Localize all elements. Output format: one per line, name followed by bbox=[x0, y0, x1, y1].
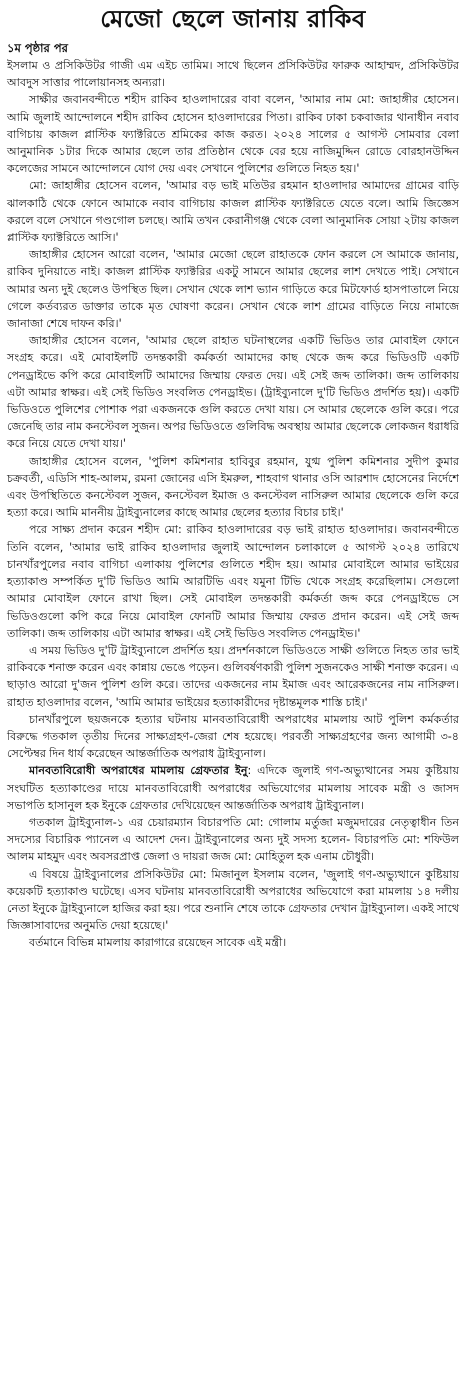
paragraph-text: জাহাঙ্গীর হোসেন আরো বলেন, 'আমার মেজো ছেলে রাহাতকে ফোন করলে সে আমাকে জানায়, রাকিব দুনিয়াতে নাই। কাজল প্লাস্টিক ফ্যাক্টরির একটু সামনে আমার ছেলের লাশ দেখতে পাই। সেখানে আমার অন্য দুই ছেলেও উপস্থিত ছিল। সেখান থেকে লাশ ভ্যান গাড়িতে করে মিটফোর্ড হাসপাতালে নিয়ে গেলে কর্তব্যরত ডাক্তার তাকে মৃত ঘোষণা করেন। সেখান থেকে লাশ গ্রামের বাড়িতে নিয়ে নামাজে জানাজা শেষে দাফন করি।' bbox=[7, 248, 459, 331]
article-paragraph bbox=[7, 934, 459, 951]
paragraph-text: পরে সাক্ষ্য প্রদান করেন শহীদ মো: রাকিব হাওলাদারের বড় ভাই রাহাত হাওলাদার। জবানবন্দীতে তিনি বলেন, 'আমার ভাই রাকিব হাওলাদার জুলাই আন্দোলন চলাকালে ৫ আগস্ট ২০২৪ তারিখে চানখাঁরপুলের নবাব বাগিচা এলাকায় পুলিশের গুলিতে শহীদ হয়। আমার মোবাইলে আমার ভাইয়ের হত্যাকাণ্ড সম্পর্কিত দু'টি ভিডিও আমি আরটিভি এবং যমুনা টিভি থেকে সংগ্রহ করেছিলাম। সেগুলো আমার মোবাইল ফোনে রাখা ছিল। সেই মোবাইল তদন্তকারী কর্মকর্তা জব্দ করে পেনড্রাইভে সে ভিডিওগুলো কপি করে নিয়ে মোবাইল ফোনটি আমার জিম্মায় ফেরত প্রদান করেন। এই সেই জব্দ তালিকা। জব্দ তালিকায় এটা আমার স্বাক্ষর। এই সেই ভিডিও সংবলিত পেনড্রাইভ।' bbox=[7, 523, 459, 640]
article-paragraph bbox=[7, 711, 459, 763]
paragraph-text: সাক্ষীর জবানবন্দীতে শহীদ রাকিব হাওলাদারের বাবা বলেন, 'আমার নাম মো: জাহাঙ্গীর হোসেন। আমি জুলাই আন্দোলনে শহীদ রাকিব হোসেন হাওলাদারের পিতা। রাকিব ঢাকা চকবাজার থানাধীন নবাব বাগিচায় কাজল প্লাস্টিক ফ্যাক্টরিতে শ্রমিকের কাজ করত। ২০২৪ সালের ৫ আগস্ট সোমবার বেলা আনুমানিক ১টার দিকে আমার ছেলে তার প্রতিষ্ঠান থেকে বের হয়ে নাজিমুদ্দিন রোডে বোরহানউদ্দিন কলেজের সামনে আন্দোলনে যোগ দেয় এবং সেখানে পুলিশের গুলিতে নিহত হয়।' bbox=[7, 93, 459, 176]
article-paragraph bbox=[7, 177, 459, 246]
article-body bbox=[7, 57, 459, 952]
paragraph-text: জাহাঙ্গীর হোসেন বলেন, 'আমার ছেলে রাহাত ঘটনাস্থলের একটি ভিডিও তার মোবাইল ফোনে সংগ্রহ করে। এই মোবাইলটি তদন্তকারী কর্মকর্তা আমাদের কাছ থেকে জব্দ করে ভিডিওটি একটি পেনড্রাইভে কপি করে মোবাইলটি আমাদের জিম্মায় ফেরত দেয়। এই সেই জব্দ তালিকা। জব্দ তালিকায় এটা আমার স্বাক্ষর। এই সেই ভিডিও সংবলিত পেনড্রাইভ। (ট্রাইব্যুনালে দু'টি ভিডিও প্রদর্শিত হয়)। একটি ভিডিওতে পুলিশের পোশাক পরা একজনকে গুলি করতে দেখা যায়। সে আমার ছেলেকে গুলি করে। পরে জেনেছি তার নাম কনস্টেবল সুজন। অপর ভিডিওতে গুলিবিদ্ধ অবস্থায় আমার ছেলেকে লোকজন ধরাধরি করে নিয়ে যেতে দেখা যায়।' bbox=[7, 334, 459, 451]
article-paragraph bbox=[7, 762, 459, 814]
article-paragraph bbox=[7, 91, 459, 177]
paragraph-text: চানখাঁরপুলে ছয়জনকে হত্যার ঘটনায় মানবতাবিরোধী অপরাধের মামলায় আট পুলিশ কর্মকর্তার বিরুদ্ধে গতকাল তৃতীয় দিনের সাক্ষ্যগ্রহণ-জেরা শেষ হয়েছে। পরবর্তী সাক্ষ্যগ্রহণের জন্য আগামী ৩-৪ সেপ্টেম্বর দিন ধার্য করেছেন আন্তর্জাতিক অপরাধ ট্রাইব্যুনাল। bbox=[7, 712, 459, 761]
paragraph-text: এ সময় ভিডিও দু'টি ট্রাইব্যুনালে প্রদর্শিত হয়। প্রদর্শনকালে ভিডিওতে সাক্ষী গুলিতে নিহত তার ভাই রাকিবকে শনাক্ত করেন এবং কান্নায় ভেঙে পড়েন। গুলিবর্ষণকারী পুলিশ সুজনকেও সাক্ষী শনাক্ত করেন। এ ছাড়াও আরো দু'জন পুলিশ গুলি করে। তাদের একজনের নাম ইমাজ এবং আরেকজনের নাম নাসিরুল। রাহাত হাওলাদার বলেন, 'আমি আমার ভাইয়ের হত্যাকারীদের দৃষ্টান্তমূলক শাস্তি চাই।' bbox=[7, 643, 459, 709]
paragraph-text: মো: জাহাঙ্গীর হোসেন বলেন, 'আমার বড় ভাই মতিউর রহমান হাওলাদার আমাদের গ্রামের বাড়ি ঝালকাঠি থেকে ফোনে আমাকে নবাব বাগিচায় কাজল প্লাস্টিক ফ্যাক্টরিতে যেতে বলে। আমি জিজ্ঞেস করলে বলে সেখানে গণ্ডগোল চলছে। আমি তখন কেরানীগঞ্জ থেকে বেলা আনুমানিক সোয়া ২টায় কাজল প্লাস্টিক ফ্যাক্টরিতে আসি।' bbox=[7, 179, 459, 245]
paragraph-text: গতকাল ট্রাইব্যুনাল-১ এর চেয়ারম্যান বিচারপতি মো: গোলাম মর্তুজা মজুমদারের নেতৃত্বাধীন তিন সদস্যের বিচারিক প্যানেল এ আদেশ দেন। ট্রাইব্যুনালের অন্য দুই সদস্য হলেন- বিচারপতি মো: শফিউল আলম মাহমুদ এবং অবসরপ্রাপ্ত জেলা ও দায়রা জজ মো: মোহিতুল হক এনাম চৌধুরী। bbox=[7, 815, 459, 864]
paragraph-text: বর্তমানে বিভিন্ন মামলায় কারাগারে রয়েছেন সাবেক এই মন্ত্রী। bbox=[29, 936, 287, 950]
article-paragraph bbox=[7, 453, 459, 522]
paragraph-text: ইসলাম ও প্রসিকিউটর গাজী এম এইচ তামিম। সাথে ছিলেন প্রসিকিউটর ফারুক আহাম্মদ, প্রসিকিউটর আবদুস সাত্তার পালোয়ানসহ অন্যরা। bbox=[7, 59, 459, 90]
article-paragraph bbox=[7, 246, 459, 332]
article-paragraph bbox=[7, 57, 459, 91]
article-paragraph bbox=[7, 866, 459, 935]
continued-from-label: ১ম পৃষ্ঠার পর bbox=[7, 41, 68, 55]
article-paragraph bbox=[7, 521, 459, 641]
article-paragraph bbox=[7, 642, 459, 711]
article-paragraph bbox=[7, 814, 459, 866]
article-paragraph bbox=[7, 332, 459, 452]
paragraph-subhead: মানবতাবিরোধী অপরাধের মামলায় গ্রেফতার ইনু bbox=[29, 764, 248, 778]
article-headline: মেজো ছেলে জানায় রাকিব bbox=[100, 5, 366, 33]
paragraph-text: : এদিকে জুলাই গণ-অভ্যুত্থানের সময় কুষ্টিয়ায় সংঘটিত হত্যাকাণ্ডের দায়ে মানবতাবিরোধী অপরাধের অভিযোগের মামলায় সাবেক মন্ত্রী ও জাসদ সভাপতি হাসানুল হক ইনুকে গ্রেফতার দেখিয়েছেন আন্তর্জাতিক অপরাধ ট্রাইব্যুনাল। bbox=[7, 764, 459, 812]
paragraph-text: জাহাঙ্গীর হোসেন বলেন, 'পুলিশ কমিশনার হাবিবুর রহমান, যুগ্ম পুলিশ কমিশনার সুদীপ কুমার চক্রবর্তী, এডিসি শাহ-আলম, রমনা জোনের এসি ইমরুল, শাহবাগ থানার ওসি আরশাদ হোসেনের নির্দেশে এবং উপস্থিতিতে কনস্টেবল সুজন, কনস্টেবল ইমাজ ও কনস্টেবল নাসিরুল আমার ছেলেকে গুলি করে হত্যা করে। আমি মাননীয় ট্রাইব্যুনালের কাছে আমার ছেলের হত্যার বিচার চাই।' bbox=[7, 454, 459, 520]
paragraph-text: এ বিষয়ে ট্রাইব্যুনালের প্রসিকিউটর মো: মিজানুল ইসলাম বলেন, 'জুলাই গণ-অভ্যুত্থানে কুষ্টিয়ায় কয়েকটি হত্যাকাণ্ড ঘটেছে। এসব ঘটনায় মানবতাবিরোধী অপরাধের অভিযোগে করা মামলায় ১৪ দলীয় নেতা ইনুকে ট্রাইব্যুনালে হাজির করা হয়। পরে শুনানি শেষে তাকে গ্রেফতার দেখান ট্রাইব্যুনাল। একই সাথে জিজ্ঞাসাবাদের অনুমতি দেয়া হয়েছে।' bbox=[7, 867, 459, 933]
